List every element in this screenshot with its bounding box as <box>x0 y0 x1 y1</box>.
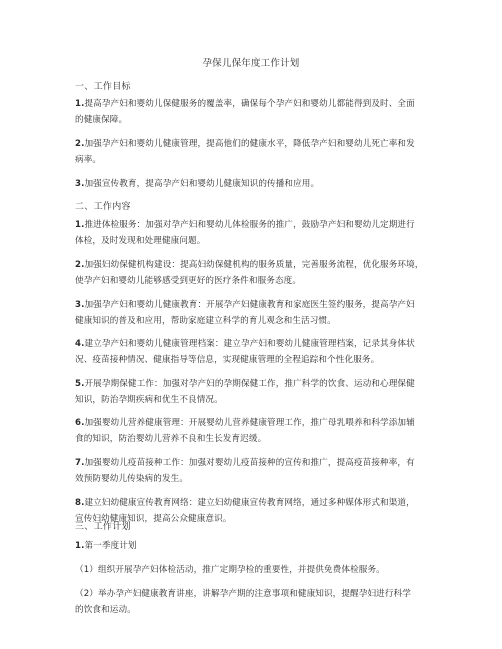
plan-item-2-line-2: 的饮食和运动。 <box>75 604 136 615</box>
content-item-8-line-1: 8.建立妇幼健康宣传教育网络：建立妇幼健康宣传教育网络，通过多种媒体形式和渠道， <box>75 498 415 508</box>
goal-item-1-line-1: 1.提高孕产妇和婴幼儿保健服务的覆盖率，确保每个孕产妇和婴幼儿都能得到及时、全面 <box>75 99 415 109</box>
content-item-5-line-2: 知识，防治孕期疾病和优生不良情况。 <box>75 394 223 405</box>
content-item-6 <box>75 416 433 447</box>
section-heading-content: 二、工作内容 <box>75 202 131 212</box>
goal-item-2-line-2: 病率。 <box>75 154 102 165</box>
content-item-5-line-1: 5.开展孕期保健工作：加强对孕产妇的孕期保健工作，推广科学的饮食、运动和心理保健 <box>75 379 415 389</box>
goal-item-1-line-2: 的健康保障。 <box>75 114 128 125</box>
content-item-2-line-2: 使孕产妇和婴幼儿能够感受到更好的医疗条件和服务态度。 <box>75 275 302 286</box>
content-item-1-line-2: 体检，及时发现和处理健康问题。 <box>75 235 206 246</box>
plan-item-1-line-1: （1）组织开展孕产妇体检活动，推广定期孕检的重要性，并提供免费体检服务。 <box>75 565 385 575</box>
content-item-4 <box>75 337 433 368</box>
content-item-5 <box>75 377 433 408</box>
content-item-7-line-1: 7.加强婴幼儿疫苗接种工作：加强对婴幼儿疫苗接种的宣传和推广，提高疫苗接种率，有 <box>75 458 415 468</box>
content-item-6-line-2: 食的知识，防治婴幼儿营养不良和生长发育迟缓。 <box>75 433 267 444</box>
content-item-4-line-1: 4.建立孕产妇和婴幼儿健康管理档案：建立孕产妇和婴幼儿健康管理档案，记录其身体状 <box>75 339 415 349</box>
content-item-3-line-2: 健康知识的普及和应用，帮助家庭建立科学的育儿观念和生活习惯。 <box>75 315 336 326</box>
plan-q1-heading <box>75 539 433 555</box>
content-item-2 <box>75 258 433 289</box>
goal-item-3-line-1: 3.加强宣传教育，提高孕产妇和婴幼儿健康知识的传播和应用。 <box>75 179 320 189</box>
plan-item-1 <box>75 563 433 579</box>
section-heading-goals: 一、工作目标 <box>75 82 131 92</box>
content-item-3 <box>75 298 433 329</box>
content-item-4-line-2: 况、疫苗接种情况、健康指导等信息，实现健康管理的全程追踪和个性化服务。 <box>75 354 380 365</box>
content-item-1-line-1: 1.推进体检服务：加强对孕产妇和婴幼儿体检服务的推广，鼓励孕产妇和婴幼儿定期进行 <box>75 220 415 230</box>
plan-item-2-line-1: （2）举办孕产妇健康教育讲座，讲解孕产期的注意事项和健康知识，提醒孕妇进行科学 <box>75 589 411 599</box>
plan-item-2 <box>75 587 433 618</box>
content-item-2-line-1: 2.加强妇幼保健机构建设：提高妇幼保健机构的服务质量，完善服务流程，优化服务环境， <box>75 260 424 270</box>
plan-q1-heading-line: 1.第一季度计划 <box>75 541 137 551</box>
content-item-6-line-1: 6.加强婴幼儿营养健康管理：开展婴幼儿营养健康管理工作，推广母乳喂养和科学添加辅 <box>75 418 415 428</box>
content-item-1 <box>75 218 433 249</box>
goal-item-2 <box>75 137 433 168</box>
document-title: 孕保儿保年度工作计划 <box>202 58 300 69</box>
section-heading-plan: 三、工作计划 <box>75 522 131 532</box>
goal-item-3 <box>75 177 433 193</box>
goal-item-1 <box>75 97 433 128</box>
content-item-3-line-1: 3.加强孕产妇和婴幼儿健康教育：开展孕产妇健康教育和家庭医生签约服务，提高孕产妇 <box>75 300 415 310</box>
content-item-7 <box>75 456 433 487</box>
content-item-7-line-2: 效预防婴幼儿传染病的发生。 <box>75 473 189 484</box>
content-item-8-line-2: 宣传妇幼健康知识，提高公众健康意识。 <box>75 513 232 524</box>
goal-item-2-line-1: 2.加强孕产妇和婴幼儿健康管理，提高他们的健康水平，降低孕产妇和婴幼儿死亡率和发 <box>75 139 415 149</box>
